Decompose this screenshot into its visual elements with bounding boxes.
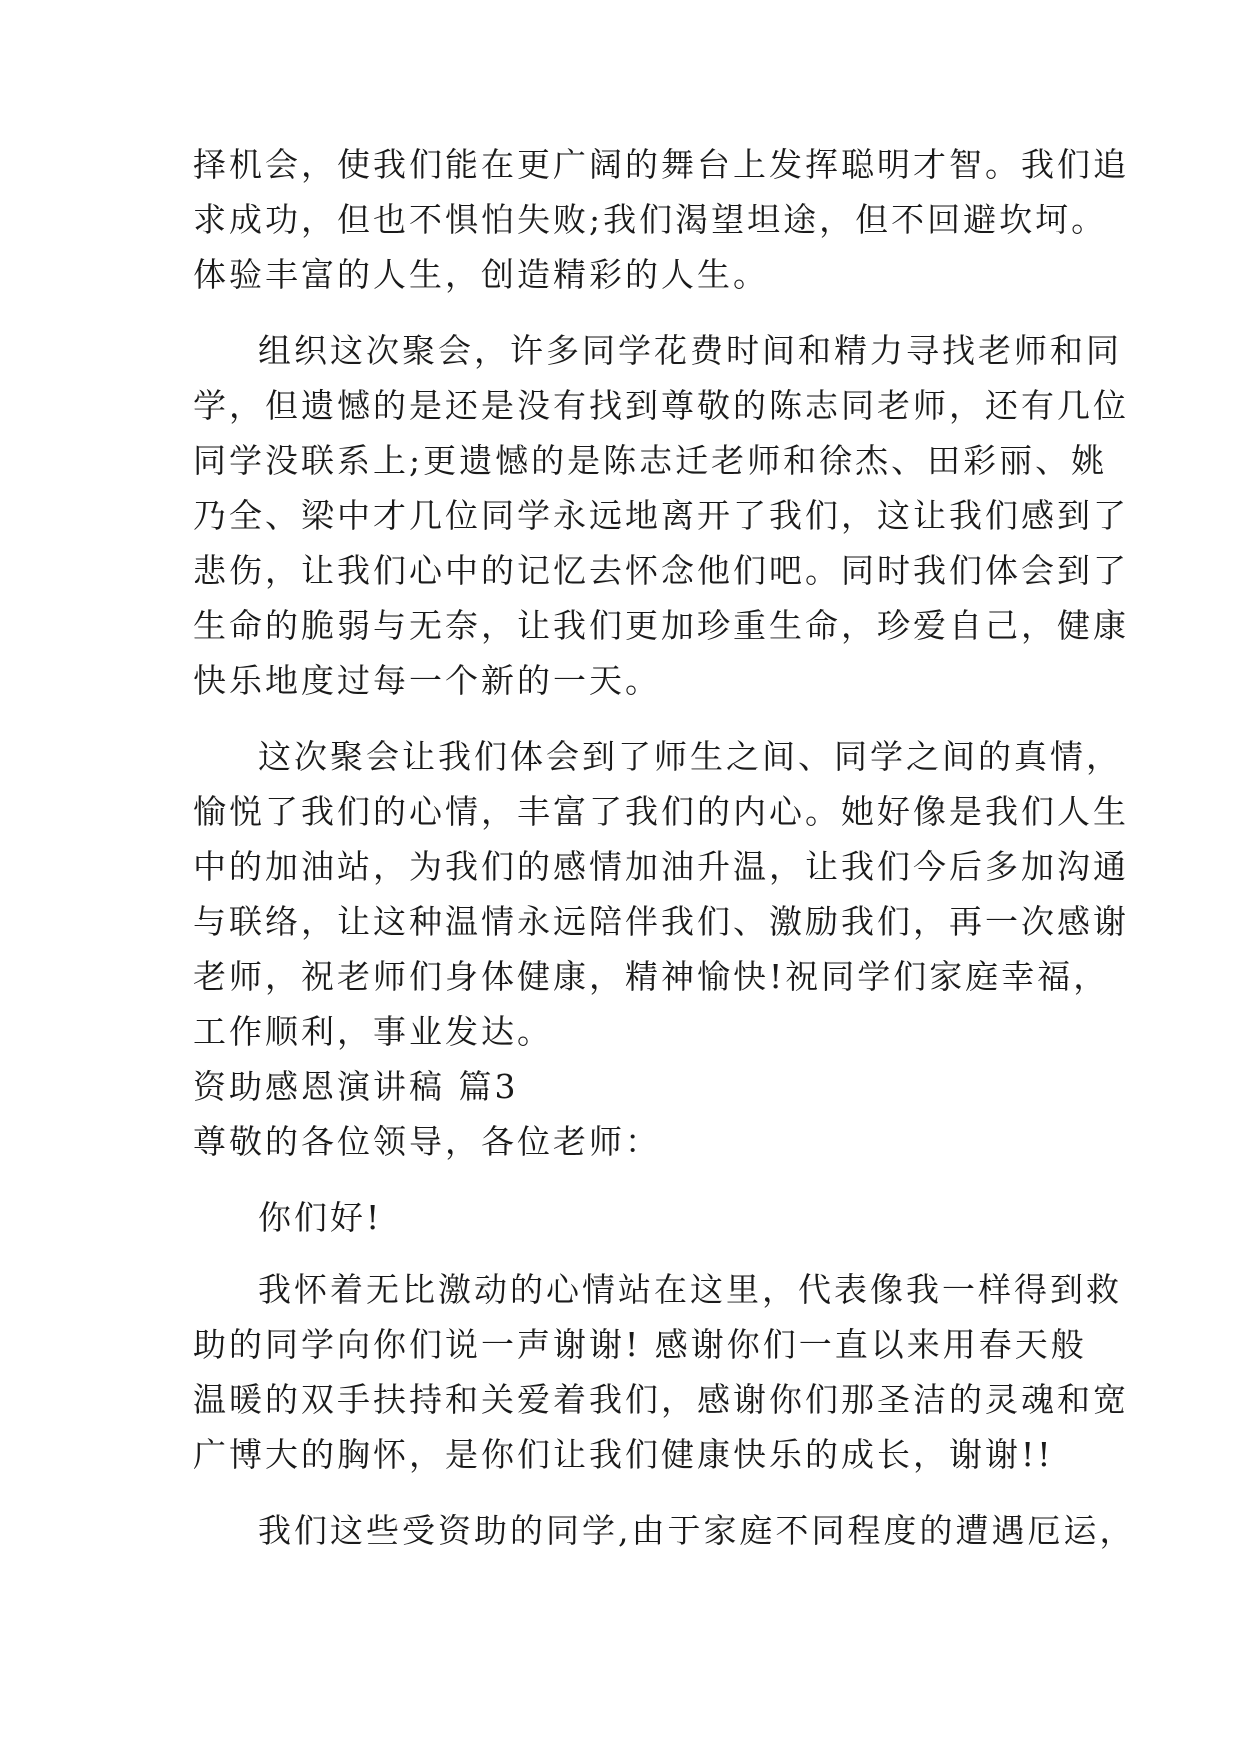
text-line: 体验丰富的人生，创造精彩的人生。 xyxy=(193,255,769,294)
text-line: 学，但遗憾的是还是没有找到尊敬的陈志同老师，还有几位 xyxy=(193,386,1129,425)
text-line: 助的同学向你们说一声谢谢! 感谢你们一直以来用春天般 xyxy=(193,1325,1087,1364)
text-line: 生命的脆弱与无奈，让我们更加珍重生命，珍爱自己，健康 xyxy=(193,606,1129,645)
text-line: 老师，祝老师们身体健康，精神愉快!祝同学们家庭幸福， xyxy=(193,957,1110,996)
paragraph-first-line: 我怀着无比激动的心情站在这里，代表像我一样得到救 xyxy=(258,1270,1122,1309)
section-heading: 资助感恩演讲稿 篇3 xyxy=(193,1067,519,1106)
text-line: 中的加油站，为我们的感情加油升温，让我们今后多加沟通 xyxy=(193,847,1129,886)
paragraph-first-line: 我们这些受资助的同学,由于家庭不同程度的遭遇厄运， xyxy=(258,1511,1136,1550)
salutation: 尊敬的各位领导，各位老师： xyxy=(193,1122,661,1161)
paragraph-first-line: 组织这次聚会，许多同学花费时间和精力寻找老师和同 xyxy=(258,331,1122,370)
text-line: 温暖的双手扶持和关爱着我们，感谢你们那圣洁的灵魂和宽 xyxy=(193,1380,1129,1419)
text-line: 广博大的胸怀，是你们让我们健康快乐的成长，谢谢!! xyxy=(193,1435,1054,1474)
text-line: 乃全、梁中才几位同学永远地离开了我们，这让我们感到了 xyxy=(193,496,1129,535)
text-line: 愉悦了我们的心情，丰富了我们的内心。她好像是我们人生 xyxy=(193,792,1129,831)
text-line: 择机会，使我们能在更广阔的舞台上发挥聪明才智。我们追 xyxy=(193,145,1129,184)
text-line: 悲伤，让我们心中的记忆去怀念他们吧。同时我们体会到了 xyxy=(193,551,1129,590)
greeting: 你们好! xyxy=(258,1198,383,1237)
text-line: 求成功，但也不惧怕失败;我们渴望坦途，但不回避坎坷。 xyxy=(193,200,1108,239)
text-line: 同学没联系上;更遗憾的是陈志迁老师和徐杰、田彩丽、姚 xyxy=(193,441,1108,480)
text-line: 快乐地度过每一个新的一天。 xyxy=(193,661,661,700)
text-line: 与联络，让这种温情永远陪伴我们、激励我们，再一次感谢 xyxy=(193,902,1129,941)
text-line: 工作顺利，事业发达。 xyxy=(193,1012,553,1051)
paragraph-first-line: 这次聚会让我们体会到了师生之间、同学之间的真情， xyxy=(258,737,1122,776)
